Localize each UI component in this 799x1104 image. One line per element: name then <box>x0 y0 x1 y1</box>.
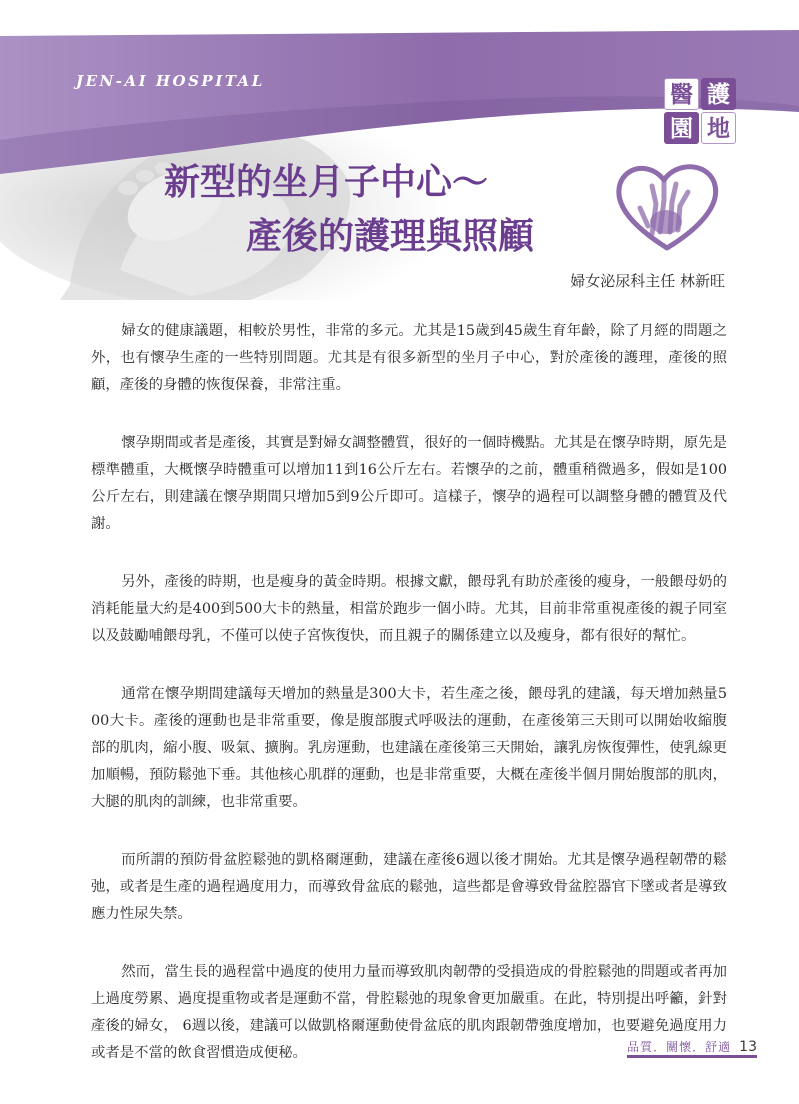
paragraph: 婦女的健康議題，相較於男性，非常的多元。尤其是15歲到45歲生育年齡，除了月經的問題之外，也有懷孕生產的一些特別問題。尤其是有很多新型的坐月子中心，對於產後的護理，產後的照顧，產後的身體的恢復保養，非常注重。 <box>91 323 727 393</box>
paragraph: 懷孕期間或者是產後，其實是對婦女調整體質，很好的一個時機點。尤其是在懷孕時期，原先是標準體重，大概懷孕時體重可以增加11到16公斤左右。若懷孕的之前，體重稍微過多，假如是100公斤左右，則建議在懷孕期間只增加5到9公斤即可。這樣子，懷孕的過程可以調整身體的體質及代謝。 <box>91 435 727 532</box>
page-footer <box>627 1033 757 1055</box>
article-body <box>91 318 727 1098</box>
paragraph: 然而，當生長的過程當中過度的使用力量而導致肌肉韌帶的受損造成的骨腔鬆弛的問題或者再加上過度勞累、過度提重物或者是運動不當，骨腔鬆弛的現象會更加嚴重。在此，特別提出呼籲，針對產後的婦女， 6週以後，建議可以做凱格爾運動使骨盆底的肌肉跟韌帶強度增加，也要避免過度用力或者是不當的飲食習慣造成便秘。 <box>91 964 727 1061</box>
brand-logo <box>664 78 736 144</box>
paragraph: 另外，產後的時期，也是瘦身的黃金時期。根據文獻，餵母乳有助於產後的瘦身，一般餵母奶的消耗能量大約是400到500大卡的熱量，相當於跑步一個小時。尤其，目前非常重視產後的親子同室以及鼓勵哺餵母乳，不僅可以使子宮恢復快，而且親子的關係建立以及瘦身，都有很好的幫忙。 <box>91 574 727 644</box>
brand-char-3: 園 <box>664 112 699 144</box>
brand-char-4: 地 <box>701 112 736 144</box>
heart-handprint-icon <box>612 156 722 256</box>
page-number: 13 <box>739 1039 757 1055</box>
hospital-name: JEN-AI HOSPITAL <box>76 72 265 90</box>
article-title <box>150 156 620 264</box>
author-byline: 婦女泌尿科主任 林新旺 <box>570 272 725 290</box>
brand-char-2: 護 <box>701 78 736 110</box>
brand-char-1: 醫 <box>664 78 699 110</box>
title-line-1: 新型的坐月子中心～ <box>164 162 489 203</box>
title-line-2: 產後的護理與照顧 <box>246 216 535 257</box>
paragraph: 而所謂的預防骨盆腔鬆弛的凱格爾運動，建議在產後6週以後才開始。尤其是懷孕過程韌帶的鬆弛，或者是生產的過程過度用力，而導致骨盆底的鬆弛，這些都是會導致骨盆腔器官下墜或者是導致應力性尿失禁。 <box>91 852 727 922</box>
footer-rule <box>627 1055 757 1058</box>
footer-slogan: 品質．關懷．舒適 <box>627 1040 732 1054</box>
paragraph: 通常在懷孕期間建議每天增加的熱量是300大卡，若生產之後，餵母乳的建議，每天增加熱量500大卡。產後的運動也是非常重要，像是腹部腹式呼吸法的運動，在產後第三天則可以開始收縮腹部的肌肉，縮小腹、吸氣、擴胸。乳房運動，也建議在產後第三天開始，讓乳房恢復彈性，使乳線更加順暢，預防鬆弛下垂。其他核心肌群的運動，也是非常重要，大概在產後半個月開始腹部的肌肉，大腿的肌肉的訓練，也非常重要。 <box>91 686 727 810</box>
